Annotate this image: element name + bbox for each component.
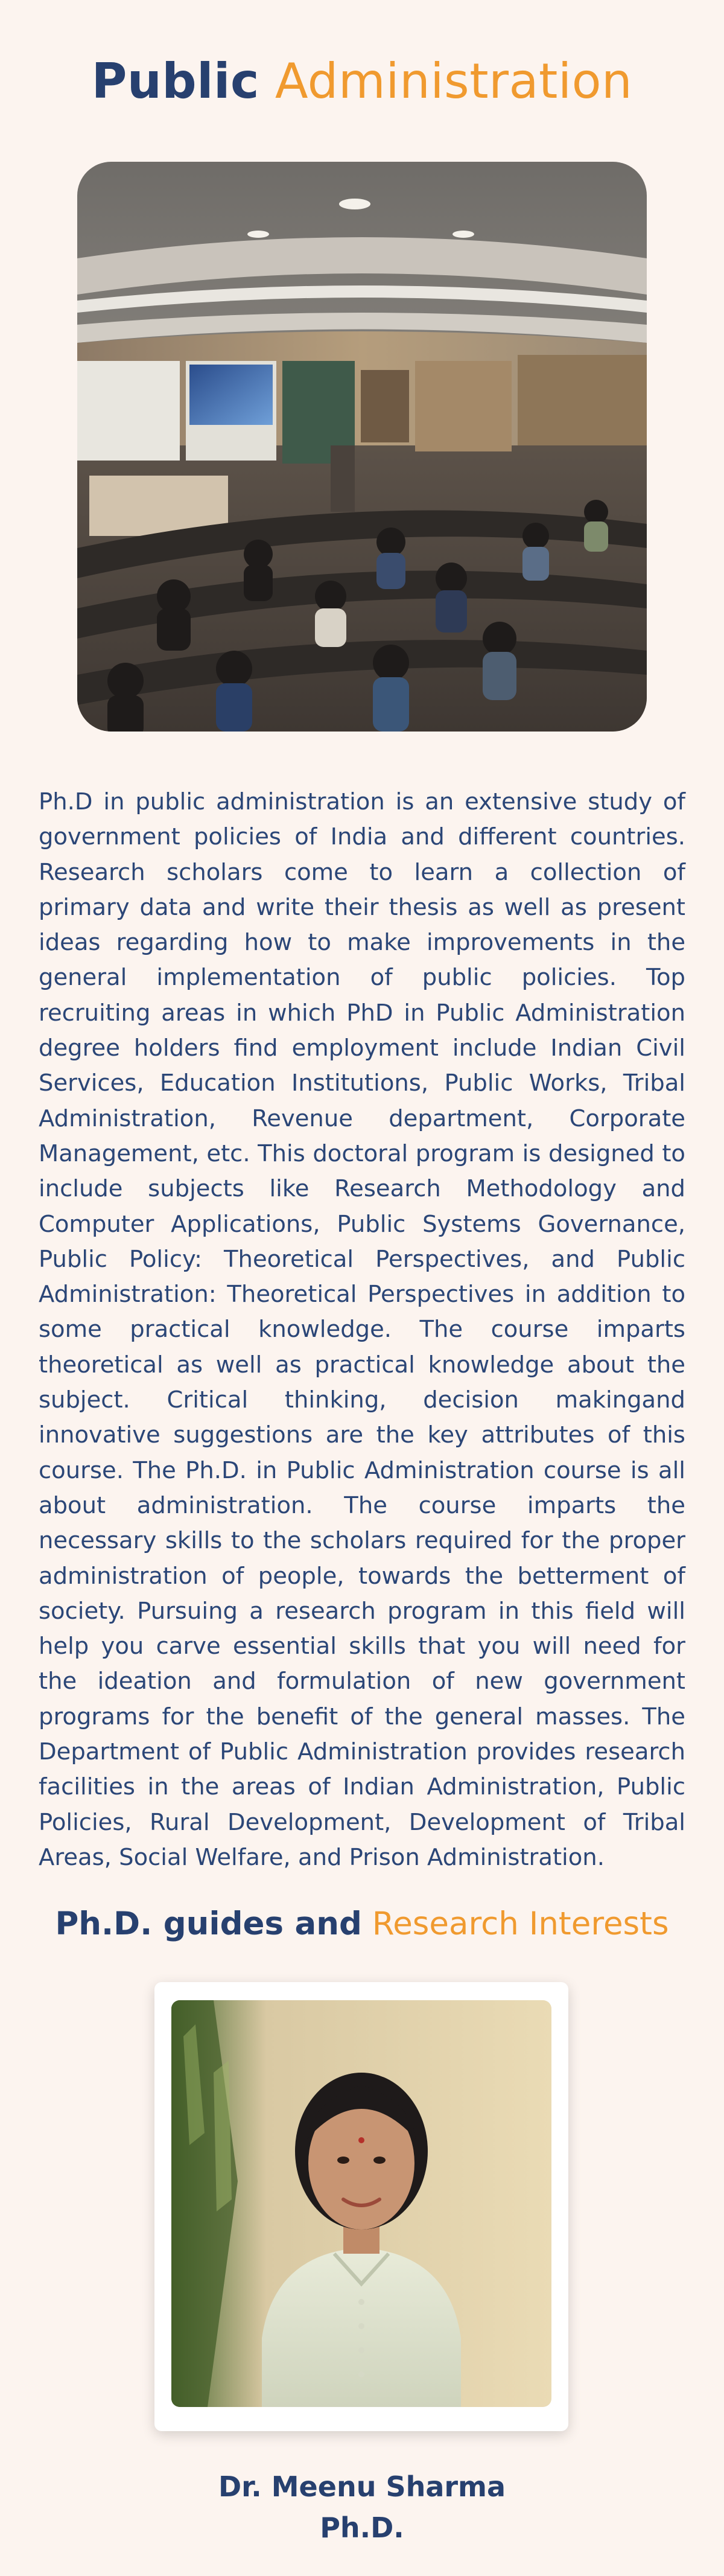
guides-title-part1: Ph.D. guides and	[55, 1905, 362, 1942]
page-title	[0, 48, 724, 115]
guide-card	[154, 1982, 568, 2431]
program-description: Ph.D in public administration is an extensive study of government policies of India and different countries. Research scholars come to learn a collection of primary data and write their thesis as well as present ideas regarding how to make improvements in the general implementation of public policies. Top recruiting areas in which PhD in Public Administration degree holders find employment include Indian Civil Services, Education Institutions, Public Works, Tribal Administration, Revenue department, Corporate Management, etc. This doctoral program is designed to include subjects like Research Methodology and Computer Applications, Public Systems Governance, Public Policy: Theoretical Perspectives, and Public Administration: Theoretical Perspectives in addition to some practical knowledge. The course imparts theoretical as well as practical knowledge about the subject. Critical thinking, decision makingand innovative suggestions are the key attributes of this course. The Ph.D. in Public Administration course is all about administration. The course imparts the necessary skills to the scholars required for the proper administration of people, towards the betterment of society. Pursuing a research program in this field will help you carve essential skills that you will need for the ideation and formulation of new government programs for the benefit of the general masses. The Department of Public Administration provides research facilities in the areas of Indian Administration, Public Policies, Rural Development, Development of Tribal Areas, Social Welfare, and Prison Administration.	[39, 788, 685, 1871]
guide-portrait-photo-icon	[171, 2000, 551, 2407]
guides-section-title	[0, 1900, 724, 1948]
classroom-photo-icon	[77, 162, 647, 732]
guide-name: Dr. Meenu Sharma	[218, 2470, 506, 2503]
guide-photo	[171, 2000, 551, 2407]
page-title-part1: Public	[91, 53, 259, 109]
guides-title-part2: Research Interests	[372, 1905, 669, 1942]
guide-degree: Ph.D.	[320, 2511, 404, 2544]
hero-classroom-image	[77, 162, 647, 732]
page-title-part2: Administration	[275, 53, 633, 109]
